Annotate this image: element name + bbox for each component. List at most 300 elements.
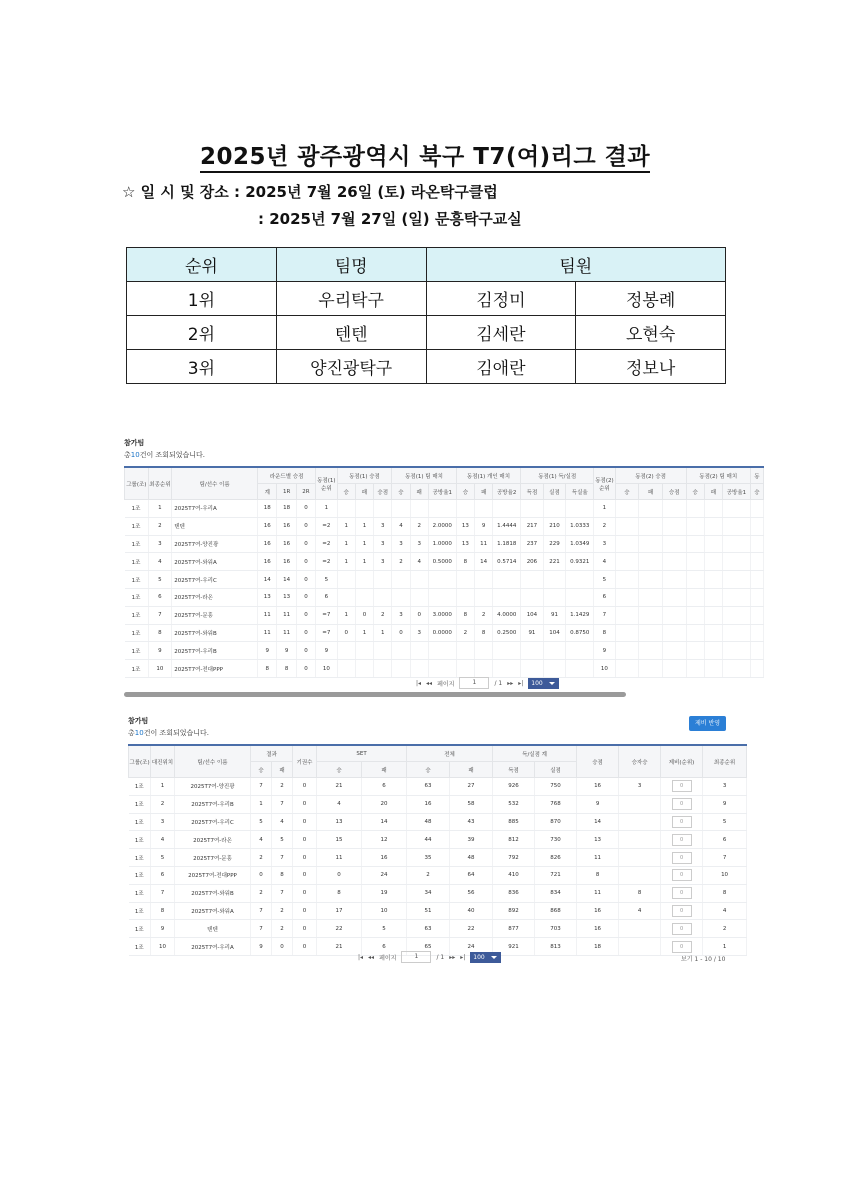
table-cell xyxy=(410,571,428,589)
table-cell xyxy=(428,588,456,606)
table-cell: 18 xyxy=(258,500,277,518)
table-cell: 22 xyxy=(450,920,493,938)
th-bracket-pos: 대진위치 xyxy=(151,745,175,778)
table-row xyxy=(129,849,747,867)
table-cell xyxy=(639,517,663,535)
table-cell: 14 xyxy=(277,571,296,589)
table-cell xyxy=(662,588,686,606)
table-cell xyxy=(493,571,521,589)
lottery-cell xyxy=(661,920,703,938)
table-cell xyxy=(750,571,763,589)
table-cell xyxy=(410,500,428,518)
prev-page-icon[interactable]: ◂◂ xyxy=(426,679,433,687)
table-cell: 9 xyxy=(258,642,277,660)
th-sub: 패 xyxy=(410,484,428,500)
apply-lottery-button[interactable]: 제비 반영 xyxy=(689,716,726,731)
table-cell xyxy=(521,588,544,606)
table-cell: 1 xyxy=(251,795,272,813)
table-cell: 1조 xyxy=(129,778,151,796)
th-sub: 공방율2 xyxy=(493,484,521,500)
th-set: SET xyxy=(317,745,407,762)
table-cell xyxy=(521,571,544,589)
table-cell: 0 xyxy=(355,606,373,624)
table-cell: 9 xyxy=(703,795,747,813)
table-cell xyxy=(723,642,751,660)
table-cell: 5 xyxy=(703,813,747,831)
table-cell xyxy=(686,535,704,553)
ranking-header-team: 팀명 xyxy=(276,248,426,282)
table-cell: 3 xyxy=(392,606,410,624)
page-input[interactable]: 1 xyxy=(401,951,431,963)
table-cell: 17 xyxy=(317,902,362,920)
table-cell: 13 xyxy=(456,535,474,553)
table-cell xyxy=(475,642,493,660)
th-group: 그룹(조) xyxy=(129,745,151,778)
table-cell xyxy=(566,571,594,589)
th-group: 그룹(조) xyxy=(125,467,149,500)
table-cell: 1조 xyxy=(125,500,149,518)
table-cell: 1조 xyxy=(125,606,149,624)
table-row xyxy=(125,624,764,642)
th-score-total: 득/실점 계 xyxy=(493,745,577,762)
lottery-input[interactable]: 0 xyxy=(672,798,692,810)
table-cell: 58 xyxy=(450,795,493,813)
table-cell: 6 xyxy=(362,778,407,796)
table-cell: 16 xyxy=(258,517,277,535)
table-cell: 1조 xyxy=(125,553,149,571)
lottery-input[interactable]: 0 xyxy=(672,887,692,899)
table-cell: 10 xyxy=(594,660,615,678)
table-cell: 2025T7여-전대PPP xyxy=(175,866,251,884)
panel-title: 참가팀 xyxy=(124,439,145,447)
table-cell xyxy=(410,642,428,660)
table-cell: 1조 xyxy=(129,849,151,867)
table-cell: 3 xyxy=(374,517,392,535)
table-cell xyxy=(410,660,428,678)
table-cell: 221 xyxy=(543,553,566,571)
next-page-icon[interactable]: ▸▸ xyxy=(449,953,456,961)
ranking-row xyxy=(127,316,726,350)
table-cell: 2 xyxy=(251,849,272,867)
tiebreak-table xyxy=(124,466,764,678)
table-cell: 0 xyxy=(410,606,428,624)
table-cell: 1조 xyxy=(129,902,151,920)
lottery-input[interactable]: 0 xyxy=(672,816,692,828)
table-cell: 5 xyxy=(594,571,615,589)
table-row xyxy=(125,517,764,535)
table-cell: 48 xyxy=(407,813,450,831)
table-cell: 2025T7여-문흥 xyxy=(175,849,251,867)
table-cell: 2025T7여-우리B xyxy=(172,642,258,660)
table-cell xyxy=(355,500,373,518)
rank-cell: 1위 xyxy=(127,282,277,316)
table-cell: 2 xyxy=(272,902,293,920)
table-cell xyxy=(750,642,763,660)
last-page-icon[interactable]: ▸| xyxy=(460,953,466,961)
table-cell xyxy=(493,642,521,660)
table-cell: 870 xyxy=(535,813,577,831)
table-cell: 0 xyxy=(296,535,315,553)
table-cell: 7 xyxy=(251,920,272,938)
table-cell: 104 xyxy=(521,606,544,624)
table-cell: 3 xyxy=(392,535,410,553)
th-sub: 패 xyxy=(355,484,373,500)
table-cell: 1 xyxy=(355,517,373,535)
table-cell xyxy=(428,500,456,518)
table-cell: 6 xyxy=(151,866,175,884)
table-cell: 0 xyxy=(251,866,272,884)
table-cell xyxy=(410,588,428,606)
th-sub: 승 xyxy=(251,762,272,778)
table-cell: 4 xyxy=(703,902,747,920)
table-cell: 91 xyxy=(543,606,566,624)
table-cell: 16 xyxy=(362,849,407,867)
th-sub: 승 xyxy=(392,484,410,500)
table-cell: 11 xyxy=(577,849,619,867)
table-cell: 2025T7여-우리C xyxy=(175,813,251,831)
table-cell: 9 xyxy=(151,920,175,938)
table-cell xyxy=(374,642,392,660)
table-cell xyxy=(723,517,751,535)
lottery-input[interactable]: 0 xyxy=(672,852,692,864)
table-cell: 1 xyxy=(374,624,392,642)
table-cell: 2 xyxy=(410,517,428,535)
table-cell xyxy=(704,624,722,642)
table-cell: 1조 xyxy=(129,920,151,938)
table-cell: 3 xyxy=(148,535,172,553)
table-cell: 7 xyxy=(272,849,293,867)
last-page-icon[interactable]: ▸| xyxy=(518,679,524,687)
table-cell: 2025T7여-와워A xyxy=(172,553,258,571)
table-cell: 0.8750 xyxy=(566,624,594,642)
th-sub: 계 xyxy=(258,484,277,500)
table-cell xyxy=(639,500,663,518)
table-cell xyxy=(750,535,763,553)
table-cell: 텐텐 xyxy=(175,920,251,938)
table-row xyxy=(125,588,764,606)
lottery-cell xyxy=(661,902,703,920)
table-cell xyxy=(615,588,639,606)
table-cell: 16 xyxy=(577,902,619,920)
table-cell: 1 xyxy=(337,535,355,553)
table-cell: 9 xyxy=(277,642,296,660)
table-cell: 2 xyxy=(374,606,392,624)
table-row xyxy=(129,884,747,902)
th-sub: 승점 xyxy=(662,484,686,500)
table-cell xyxy=(639,535,663,553)
table-cell: 0 xyxy=(293,902,317,920)
table-cell: 13 xyxy=(277,588,296,606)
table-cell: 836 xyxy=(493,884,535,902)
table-cell: 65 xyxy=(407,938,450,956)
table-cell: 4 xyxy=(272,813,293,831)
table-cell: 1 xyxy=(355,624,373,642)
th-round-points: 라운드별 승점 xyxy=(258,467,316,484)
table-cell xyxy=(723,588,751,606)
table-cell: 8 xyxy=(148,624,172,642)
lottery-cell xyxy=(661,938,703,956)
first-page-icon[interactable]: |◂ xyxy=(416,679,422,687)
table-row xyxy=(125,553,764,571)
table-cell: 0 xyxy=(296,553,315,571)
table-cell: 13 xyxy=(456,517,474,535)
table-cell: 813 xyxy=(535,938,577,956)
table-cell: 210 xyxy=(543,517,566,535)
table-cell: 22 xyxy=(317,920,362,938)
table-row xyxy=(125,535,764,553)
th-sub: 패 xyxy=(362,762,407,778)
table-cell xyxy=(619,920,661,938)
table-cell xyxy=(723,535,751,553)
table-cell: 1 xyxy=(337,517,355,535)
table-cell: 5 xyxy=(362,920,407,938)
table-cell: 34 xyxy=(407,884,450,902)
table-cell xyxy=(615,553,639,571)
table-cell: 2 xyxy=(456,624,474,642)
table-cell: 1조 xyxy=(125,535,149,553)
th-sub: 공방율1 xyxy=(723,484,751,500)
th-sub: 승 xyxy=(317,762,362,778)
table-cell: 9 xyxy=(475,517,493,535)
table-cell: 16 xyxy=(277,517,296,535)
table-cell: 21 xyxy=(317,938,362,956)
page-label: 페이지 xyxy=(437,680,455,688)
table-cell xyxy=(615,606,639,624)
schedule-line-2: : 2025년 7월 27일 (일) 문흥탁구교실 xyxy=(258,210,522,228)
table-cell xyxy=(493,500,521,518)
table-row xyxy=(129,813,747,831)
table-cell xyxy=(662,500,686,518)
standings-panel-tiebreak xyxy=(118,438,760,700)
table-cell: 2 xyxy=(703,920,747,938)
table-cell: 1.0349 xyxy=(566,535,594,553)
table-cell: 812 xyxy=(493,831,535,849)
table-row xyxy=(129,866,747,884)
table-cell xyxy=(750,606,763,624)
table-cell: 8 xyxy=(277,660,296,678)
th-tie1-score: 동점(1) 득/실점 xyxy=(521,467,594,484)
table-cell: 5 xyxy=(316,571,337,589)
table-cell: 237 xyxy=(521,535,544,553)
table-cell: 229 xyxy=(543,535,566,553)
pager xyxy=(416,677,559,689)
table-cell: 2025T7여-양진광 xyxy=(172,535,258,553)
table-cell xyxy=(456,500,474,518)
table-cell: 11 xyxy=(475,535,493,553)
table-cell: 9 xyxy=(251,938,272,956)
table-cell: 2.0000 xyxy=(428,517,456,535)
table-cell: 6 xyxy=(148,588,172,606)
ranking-row xyxy=(127,350,726,384)
table-cell: 0 xyxy=(293,849,317,867)
table-cell xyxy=(521,500,544,518)
table-cell xyxy=(355,642,373,660)
th-sub: 승 xyxy=(686,484,704,500)
table-cell xyxy=(662,642,686,660)
table-cell: 0 xyxy=(296,642,315,660)
table-cell: 16 xyxy=(407,795,450,813)
table-cell: 1.1429 xyxy=(566,606,594,624)
page-total: / 1 xyxy=(494,679,503,687)
table-cell xyxy=(704,535,722,553)
table-cell xyxy=(337,500,355,518)
prev-page-icon[interactable]: ◂◂ xyxy=(368,953,375,961)
table-cell: 10 xyxy=(362,902,407,920)
th-team-name: 팀/선수 이름 xyxy=(175,745,251,778)
table-cell: 1조 xyxy=(129,831,151,849)
table-cell: 13 xyxy=(317,813,362,831)
table-cell: 91 xyxy=(521,624,544,642)
table-cell: 4 xyxy=(251,831,272,849)
table-cell: 14 xyxy=(362,813,407,831)
table-cell xyxy=(619,938,661,956)
member-cell: 오현숙 xyxy=(576,316,726,350)
table-row xyxy=(129,831,747,849)
lottery-input[interactable]: 0 xyxy=(672,905,692,917)
table-cell: 1조 xyxy=(125,642,149,660)
table-cell: 7 xyxy=(272,884,293,902)
table-cell xyxy=(374,588,392,606)
team-cell: 우리탁구 xyxy=(276,282,426,316)
table-cell xyxy=(566,660,594,678)
table-cell: 2025T7여-라온 xyxy=(172,588,258,606)
th-sub: 패 xyxy=(704,484,722,500)
table-cell: 10 xyxy=(151,938,175,956)
table-cell xyxy=(639,606,663,624)
th-head-to-head: 승자승 xyxy=(619,745,661,778)
table-cell: 721 xyxy=(535,866,577,884)
table-cell: 2 xyxy=(407,866,450,884)
table-cell xyxy=(619,813,661,831)
table-cell: 1조 xyxy=(125,660,149,678)
table-cell xyxy=(704,660,722,678)
page-input[interactable]: 1 xyxy=(459,677,489,689)
th-tie1-team-match: 동점(1) 팀 매치 xyxy=(392,467,456,484)
table-cell: 0 xyxy=(296,606,315,624)
table-cell: 35 xyxy=(407,849,450,867)
table-cell: 1조 xyxy=(129,813,151,831)
next-page-icon[interactable]: ▸▸ xyxy=(507,679,514,687)
table-cell: 64 xyxy=(450,866,493,884)
th-team-name: 팀/선수 이름 xyxy=(172,467,258,500)
lottery-cell xyxy=(661,795,703,813)
th-tie2-more: 동 xyxy=(750,467,763,484)
lottery-input[interactable]: 0 xyxy=(672,941,692,953)
table-cell: 921 xyxy=(493,938,535,956)
lottery-cell xyxy=(661,831,703,849)
table-cell: 0 xyxy=(296,588,315,606)
horizontal-scrollbar[interactable] xyxy=(124,692,626,697)
member-cell: 정봉례 xyxy=(576,282,726,316)
table-cell: 14 xyxy=(475,553,493,571)
th-total: 전체 xyxy=(407,745,493,762)
lottery-input[interactable]: 0 xyxy=(672,780,692,792)
table-cell: 1 xyxy=(337,606,355,624)
table-cell: 14 xyxy=(577,813,619,831)
table-cell: 19 xyxy=(362,884,407,902)
table-cell xyxy=(615,660,639,678)
ranking-table xyxy=(126,247,726,384)
table-row xyxy=(129,795,747,813)
table-cell: 1 xyxy=(594,500,615,518)
table-cell xyxy=(686,588,704,606)
table-cell: 868 xyxy=(535,902,577,920)
table-cell: 4 xyxy=(151,831,175,849)
table-cell: 1 xyxy=(337,553,355,571)
th-tie2-points: 동점(2) 승점 xyxy=(615,467,686,484)
table-cell xyxy=(619,831,661,849)
page-size-select[interactable]: 100 xyxy=(528,678,559,689)
table-cell xyxy=(374,500,392,518)
table-cell xyxy=(456,571,474,589)
table-cell: 48 xyxy=(450,849,493,867)
table-cell: 0 xyxy=(296,517,315,535)
table-cell xyxy=(615,624,639,642)
th-sub: 승점 xyxy=(374,484,392,500)
table-cell xyxy=(619,849,661,867)
table-cell: 0 xyxy=(296,571,315,589)
table-cell xyxy=(392,571,410,589)
first-page-icon[interactable]: |◂ xyxy=(358,953,364,961)
table-cell: 750 xyxy=(535,778,577,796)
table-cell: 7 xyxy=(272,795,293,813)
table-cell xyxy=(374,571,392,589)
table-cell xyxy=(615,642,639,660)
page-size-select[interactable]: 100 xyxy=(470,952,501,963)
table-cell: 18 xyxy=(577,938,619,956)
table-cell: =7 xyxy=(316,606,337,624)
lottery-input[interactable]: 0 xyxy=(672,869,692,881)
th-final-rank: 최종순위 xyxy=(148,467,172,500)
table-cell xyxy=(392,660,410,678)
table-cell: 10 xyxy=(703,866,747,884)
table-cell: 0.5000 xyxy=(428,553,456,571)
table-cell: 1조 xyxy=(129,938,151,956)
table-cell: 4.0000 xyxy=(493,606,521,624)
table-cell xyxy=(456,588,474,606)
table-cell: 8 xyxy=(619,884,661,902)
table-row xyxy=(125,660,764,678)
table-cell xyxy=(615,571,639,589)
table-cell: 4 xyxy=(317,795,362,813)
table-cell xyxy=(392,500,410,518)
lottery-input[interactable]: 0 xyxy=(672,834,692,846)
table-row xyxy=(125,571,764,589)
table-cell: 40 xyxy=(450,902,493,920)
table-cell: 1조 xyxy=(125,588,149,606)
th-sub: 2R xyxy=(296,484,315,500)
table-cell xyxy=(566,642,594,660)
table-cell: 217 xyxy=(521,517,544,535)
table-cell: 0 xyxy=(293,795,317,813)
th-sub: 1R xyxy=(277,484,296,500)
lottery-cell xyxy=(661,849,703,867)
table-cell xyxy=(723,500,751,518)
table-cell: 2025T7여-우리C xyxy=(172,571,258,589)
table-cell xyxy=(543,588,566,606)
lottery-input[interactable]: 0 xyxy=(672,923,692,935)
table-cell: 56 xyxy=(450,884,493,902)
table-cell: 0 xyxy=(296,624,315,642)
table-cell xyxy=(392,588,410,606)
table-cell xyxy=(392,642,410,660)
table-cell: 0 xyxy=(293,831,317,849)
th-sub: 패 xyxy=(639,484,663,500)
table-cell: 2025T7여-전대PPP xyxy=(172,660,258,678)
table-cell xyxy=(639,642,663,660)
table-cell: 2025T7여-문흥 xyxy=(172,606,258,624)
table-cell: 1.0000 xyxy=(428,535,456,553)
